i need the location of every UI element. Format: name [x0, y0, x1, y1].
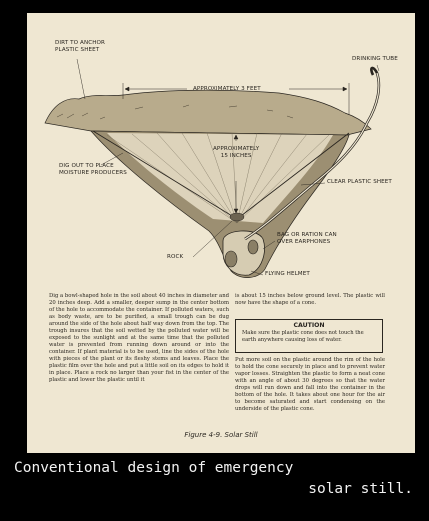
- label-rock: ROCK: [167, 254, 184, 260]
- instructions-right-top: is about 15 inches below ground level. The plastic will now have the shape of a cone.: [235, 293, 385, 306]
- caution-text: Make sure the plastic cone does not touch the earth anywhere causing loss of water.: [242, 330, 364, 343]
- photo-caption-line-1: Conventional design of emergency: [14, 460, 294, 476]
- caution-box: [235, 319, 383, 353]
- caution-title: CAUTION: [293, 322, 325, 329]
- label-15-inches: APPROXIMATELY 15 INCHES: [213, 146, 260, 159]
- helmet-earphone-right: [248, 240, 258, 254]
- photo-caption-line-2: solar still.: [308, 481, 413, 497]
- label-flying-helmet: FLYING HELMET: [265, 271, 310, 277]
- label-dirt-to-anchor: DIRT TO ANCHOR PLASTIC SHEET: [55, 40, 106, 53]
- book-page: [27, 13, 415, 453]
- label-bag-ration: BAG OR RATION CAN OVER EARPHONES: [277, 232, 337, 245]
- helmet-earphone-left: [225, 251, 237, 267]
- photo-caption: [0, 458, 429, 521]
- label-clear-plastic: CLEAR PLASTIC SHEET: [327, 179, 392, 185]
- rock-shape: [230, 213, 244, 221]
- figure-caption: Figure 4-9. Solar Still: [184, 431, 258, 439]
- instructions-left-column: Dig a bowl-shaped hole in the soil about 40 inches in diameter and 20 inches deep. Add a smaller, deeper sump in the center bottom of the hole to accommodate the container. If polluted waters, such as body waste, are to be purified, a small trough can be dug around the side of the hole about half way down from the top. The trough insures that the soil wetted by the polluted water will be exposed to the sunlight and at the same time that the polluted water is prevented from running down around or into the container. If plant material is to be used, line the sides of the hole with pieces of the plant or its fleshy stems and leaves. Place the plastic film over the hole and put a little soil on its edges to hold it in place. Place a rock no larger than your fist in the center of the plastic and lower the plastic until it: [49, 293, 229, 383]
- label-3-feet: APPROXIMATELY 3 FEET: [193, 86, 261, 92]
- label-drinking-tube: DRINKING TUBE: [352, 56, 398, 62]
- instructions-right-bottom: Put more soil on the plastic around the rim of the hole to hold the cone securely in place and to prevent water vapor losses. Straighten the plastic to form a neat cone with an angle of about 30 degrees so that the water drops will run down and fall into the container in the bottom of the hole. It takes about one hour for the air to become saturated and start condensing on the underside of the plastic cone.: [235, 357, 385, 412]
- label-dig-out: DIG OUT TO PLACE MOISTURE PRODUCERS: [59, 163, 127, 176]
- ground-surface: [45, 90, 371, 135]
